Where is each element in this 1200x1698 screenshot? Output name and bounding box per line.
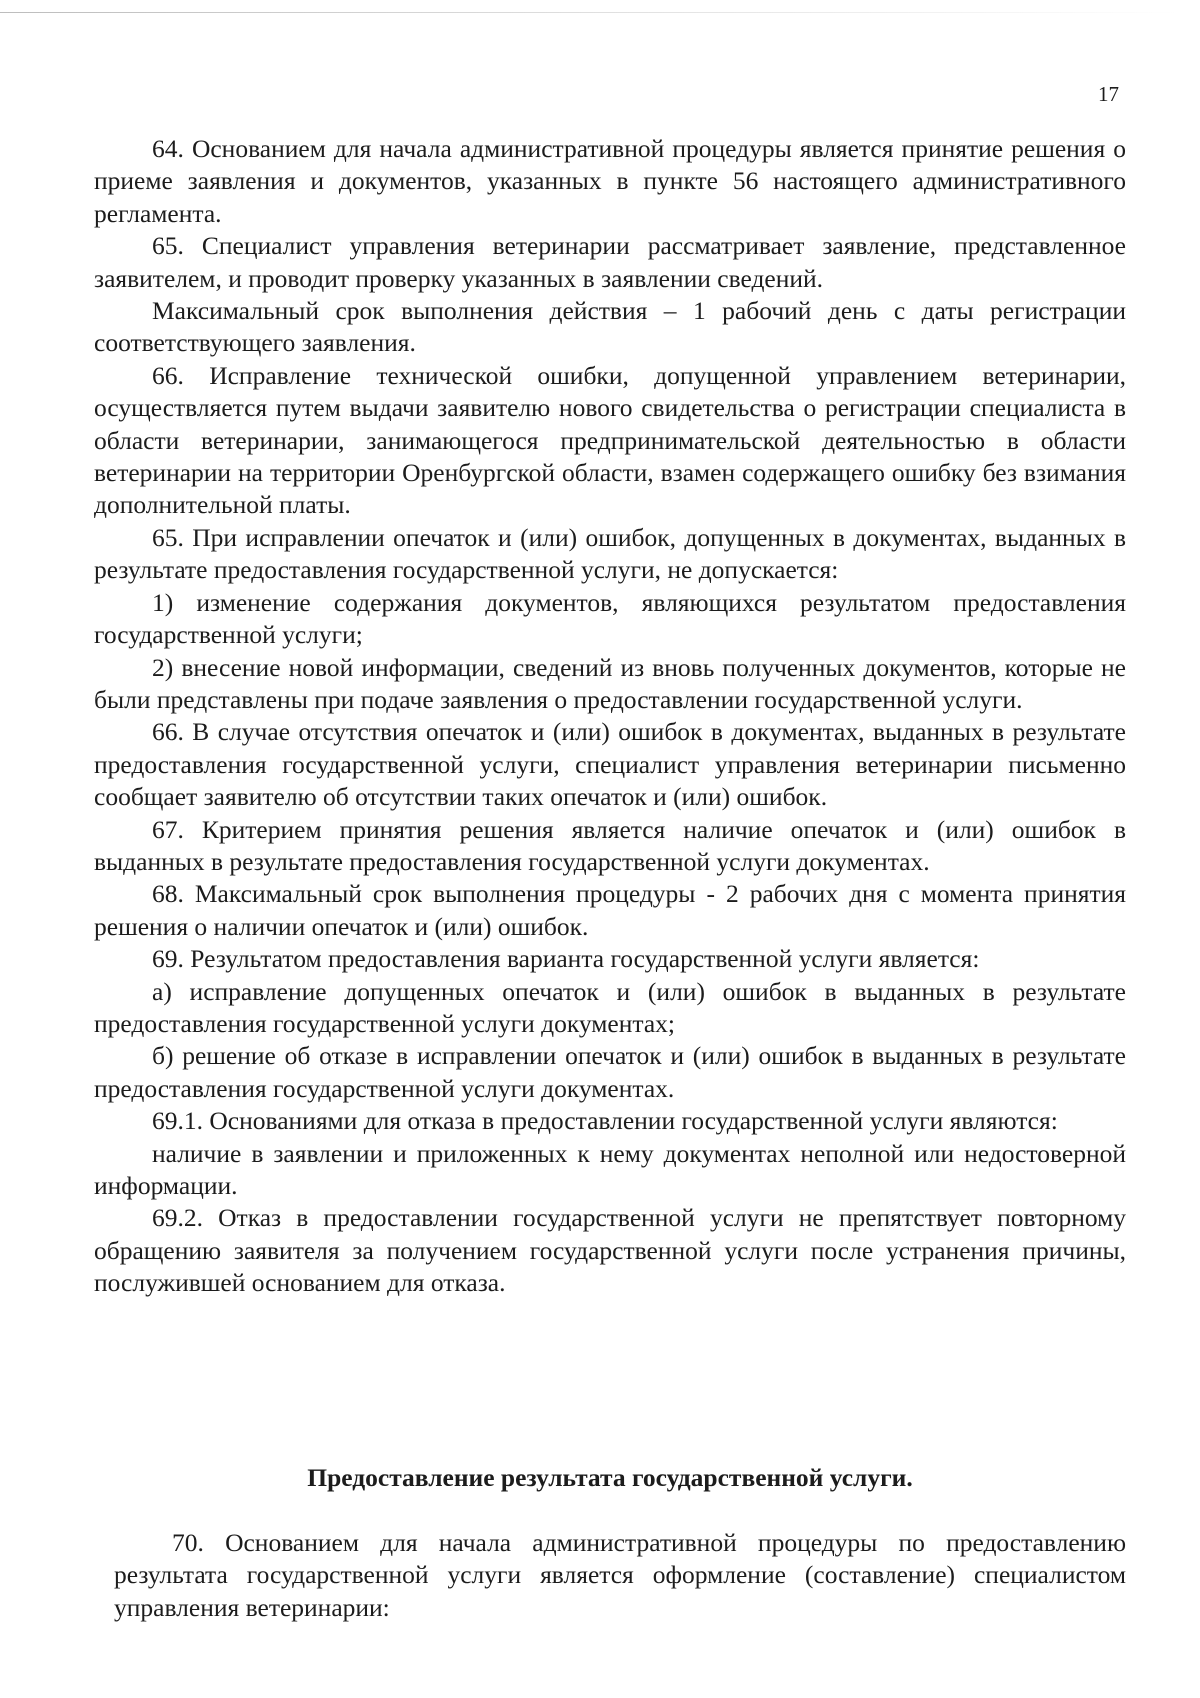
section-body-text <box>114 1527 1126 1624</box>
paragraph: а) исправление допущенных опечаток и (или) ошибок в выданных в результате предоставления государственной услуги документах; <box>94 976 1126 1038</box>
paragraph: наличие в заявлении и приложенных к нему документах неполной или недостоверной информации. <box>94 1138 1126 1200</box>
body-text <box>94 133 1126 1300</box>
paragraph: 66. Исправление технической ошибки, допущенной управлением ветеринарии, осуществляется путем выдачи заявителю нового свидетельства о регистрации специалиста в области ветеринарии, занимающегося предпринимательской деятельностью в области ветеринарии на территории Оренбургской области, взамен содержащего ошибку без взимания дополнительной платы. <box>94 360 1126 520</box>
paragraph: 65. При исправлении опечаток и (или) ошибок, допущенных в документах, выданных в результате предоставления государственной услуги, не допускается: <box>94 522 1126 585</box>
page-number: 17 <box>1098 82 1119 106</box>
paragraph: 1) изменение содержания документов, являющихся результатом предоставления государственной услуги; <box>94 587 1126 650</box>
paragraph: б) решение об отказе в исправлении опечаток и (или) ошибок в выданных в результате предоставления государственной услуги документах. <box>94 1041 1126 1103</box>
paragraph: 69.1. Основаниями для отказа в предоставлении государственной услуги являются: <box>152 1106 1058 1136</box>
paragraph: 64. Основанием для начала административной процедуры является принятие решения о приеме заявления и документов, указанных в пункте 56 настоящего административного регламента. <box>94 134 1126 228</box>
paragraph: 69. Результатом предоставления варианта государственной услуги является: <box>152 944 980 974</box>
paragraph: 70. Основанием для начала административной процедуры по предоставлению результата государственной услуги является оформление (составление) специалистом управления ветеринарии: <box>114 1528 1126 1622</box>
paragraph: Максимальный срок выполнения действия – 1 рабочий день с даты регистрации соответствующего заявления. <box>94 296 1126 358</box>
paragraph: 2) внесение новой информации, сведений из вновь полученных документов, которые не были представлены при подаче заявления о предоставлении государственной услуги. <box>94 652 1126 714</box>
scan-edge-line <box>0 12 1180 13</box>
paragraph: 67. Критерием принятия решения является наличие опечаток и (или) ошибок в выданных в результате предоставления государственной услуги документах. <box>94 814 1126 876</box>
paragraph: 68. Максимальный срок выполнения процедуры - 2 рабочих дня с момента принятия решения о наличии опечаток и (или) ошибок. <box>94 879 1126 941</box>
paragraph: 65. Специалист управления ветеринарии рассматривает заявление, представленное заявителем, и проводит проверку указанных в заявлении сведений. <box>94 231 1126 293</box>
paragraph: 69.2. Отказ в предоставлении государственной услуги не препятствует повторному обращению заявителя за получением государственной услуги после устранения причины, послужившей основанием для отказа. <box>94 1203 1126 1298</box>
section-heading: Предоставление результата государственной услуги. <box>307 1463 913 1492</box>
paragraph: 66. В случае отсутствия опечаток и (или) ошибок в документах, выданных в результате предоставления государственной услуги, специалист управления ветеринарии письменно сообщает заявителю об отсутствии таких опечаток и (или) ошибок. <box>94 717 1126 812</box>
